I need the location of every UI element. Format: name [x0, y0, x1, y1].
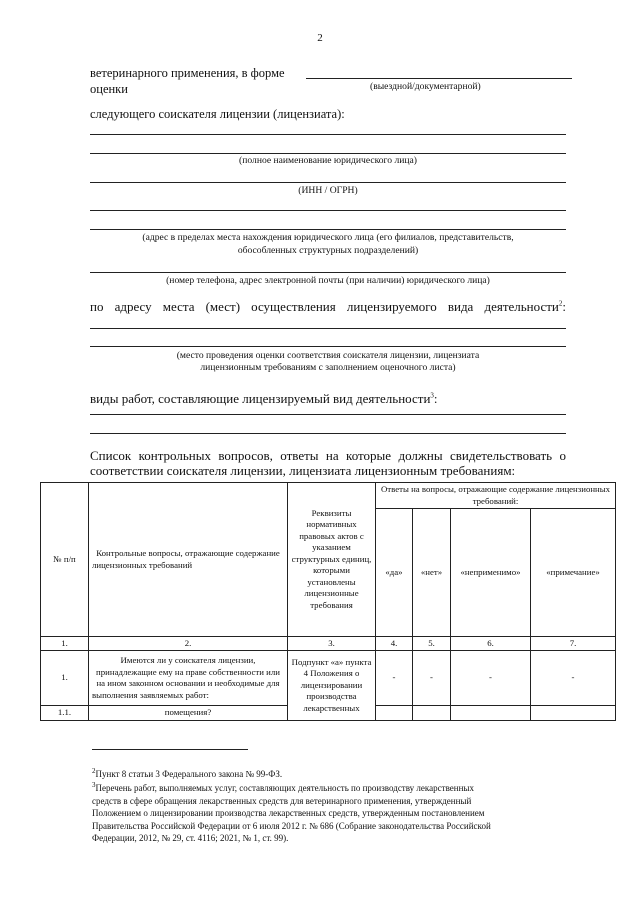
blank-line — [90, 433, 566, 434]
footnote-ref-3: 3 — [430, 391, 434, 400]
blank-line — [90, 210, 566, 211]
page-number: 2 — [317, 32, 323, 44]
address-heading: по адресу места (мест) осуществления лицензируемого вида деятельности$^2$: — [90, 299, 566, 314]
row-requisite: Подпункт «а» пункта 4 Положения о лицензировании производства лекарственных — [288, 651, 376, 721]
footnote-ref-2: 2 — [558, 299, 563, 308]
form-blank-line — [306, 78, 572, 79]
footnote-2: $^2$Пункт 8 статьи 3 Федерального закона № 99-ФЗ. — [92, 767, 283, 779]
column-number: 3. — [288, 637, 376, 651]
place-caption-1: (место проведения оценки соответствия соискателя лицензии, лицензиата — [176, 350, 480, 361]
place-caption-2: лицензионным требованиям с заполнением оценочного листа) — [200, 362, 456, 373]
intro-line-1: ветеринарного применения, в форме — [90, 66, 285, 80]
header-questions: Контрольные вопросы, отражающие содержание лицензионных требований — [89, 483, 288, 637]
address-caption-2: обособленных структурных подразделений) — [237, 245, 419, 256]
row-number: 1. — [41, 651, 89, 706]
intro-line-2: оценки — [90, 82, 128, 96]
header-number: № п/п — [41, 483, 89, 637]
row-question: Имеются ли у соискателя лицензии, принадлежащие ему на праве собственности или на ином законном основании и необходимые для выполнения заявляемых работ: — [89, 651, 288, 706]
form-caption: (выездной/документарной) — [370, 81, 481, 92]
list-heading-2: соответствии соискателя лицензии, лицензиата лицензионным требованиям: — [90, 463, 516, 478]
inn-ogrn-caption: (ИНН / ОГРН) — [298, 185, 358, 196]
blank-line — [90, 153, 566, 154]
column-number: 4. — [376, 637, 413, 651]
address-caption-1: (адрес в пределах места нахождения юридического лица (его филиалов, представительств, — [142, 232, 514, 243]
blank-line — [90, 272, 566, 273]
phone-caption: (номер телефона, адрес электронной почты (при наличии) юридического лица) — [166, 275, 490, 286]
table-row — [41, 651, 616, 706]
works-heading: виды работ, составляющие лицензируемый вид деятельности$^3$: — [90, 391, 438, 406]
header-requisites: Реквизиты нормативных правовых актов с указанием структурных единиц, которыми установлены лицензионные требования — [288, 483, 376, 637]
answer-yes: - — [376, 651, 413, 706]
answer-not-applicable — [451, 706, 531, 721]
header-yes: «да» — [376, 509, 413, 637]
answer-no: - — [413, 651, 451, 706]
column-number: 1. — [41, 637, 89, 651]
column-number: 6. — [451, 637, 531, 651]
checklist-table — [40, 482, 616, 721]
column-number: 5. — [413, 637, 451, 651]
header-no: «нет» — [413, 509, 451, 637]
answer-note: - — [531, 651, 616, 706]
row-question: помещения? — [89, 706, 288, 721]
header-answers: Ответы на вопросы, отражающие содержание лицензионных требований: — [376, 483, 616, 509]
answer-not-applicable: - — [451, 651, 531, 706]
answer-note — [531, 706, 616, 721]
footnote-3: $^3$Перечень работ, выполняемых услуг, составляющих деятельность по производству лекарственных средств в сфере обращения лекарственных средств для ветеринарного применения, утвержденный Положением о лицензировании производства лекарственных средств, утвержденным постановлением Правительства Российской Федерации от 6 июля 2012 г. № 686 (Собрание законодательства Российской Федерации, 2012, № 29, ст. 4116; 2021, № 1, ст. 99). — [92, 781, 491, 843]
blank-line — [90, 414, 566, 415]
answer-yes — [376, 706, 413, 721]
row-number: 1.1. — [41, 706, 89, 721]
full-name-caption: (полное наименование юридического лица) — [239, 155, 417, 166]
column-number: 2. — [89, 637, 288, 651]
blank-line — [90, 346, 566, 347]
column-number: 7. — [531, 637, 616, 651]
list-heading-1: Список контрольных вопросов, ответы на которые должны свидетельствовать о — [90, 448, 566, 463]
blank-line — [90, 328, 566, 329]
header-not-applicable: «неприменимо» — [451, 509, 531, 637]
blank-line — [90, 134, 566, 135]
blank-line — [90, 229, 566, 230]
answer-no — [413, 706, 451, 721]
blank-line — [90, 182, 566, 183]
column-number-row — [41, 637, 616, 651]
header-note: «примечание» — [531, 509, 616, 637]
footnote-separator — [92, 749, 248, 750]
applicant-heading: следующего соискателя лицензии (лицензиата): — [90, 107, 345, 121]
